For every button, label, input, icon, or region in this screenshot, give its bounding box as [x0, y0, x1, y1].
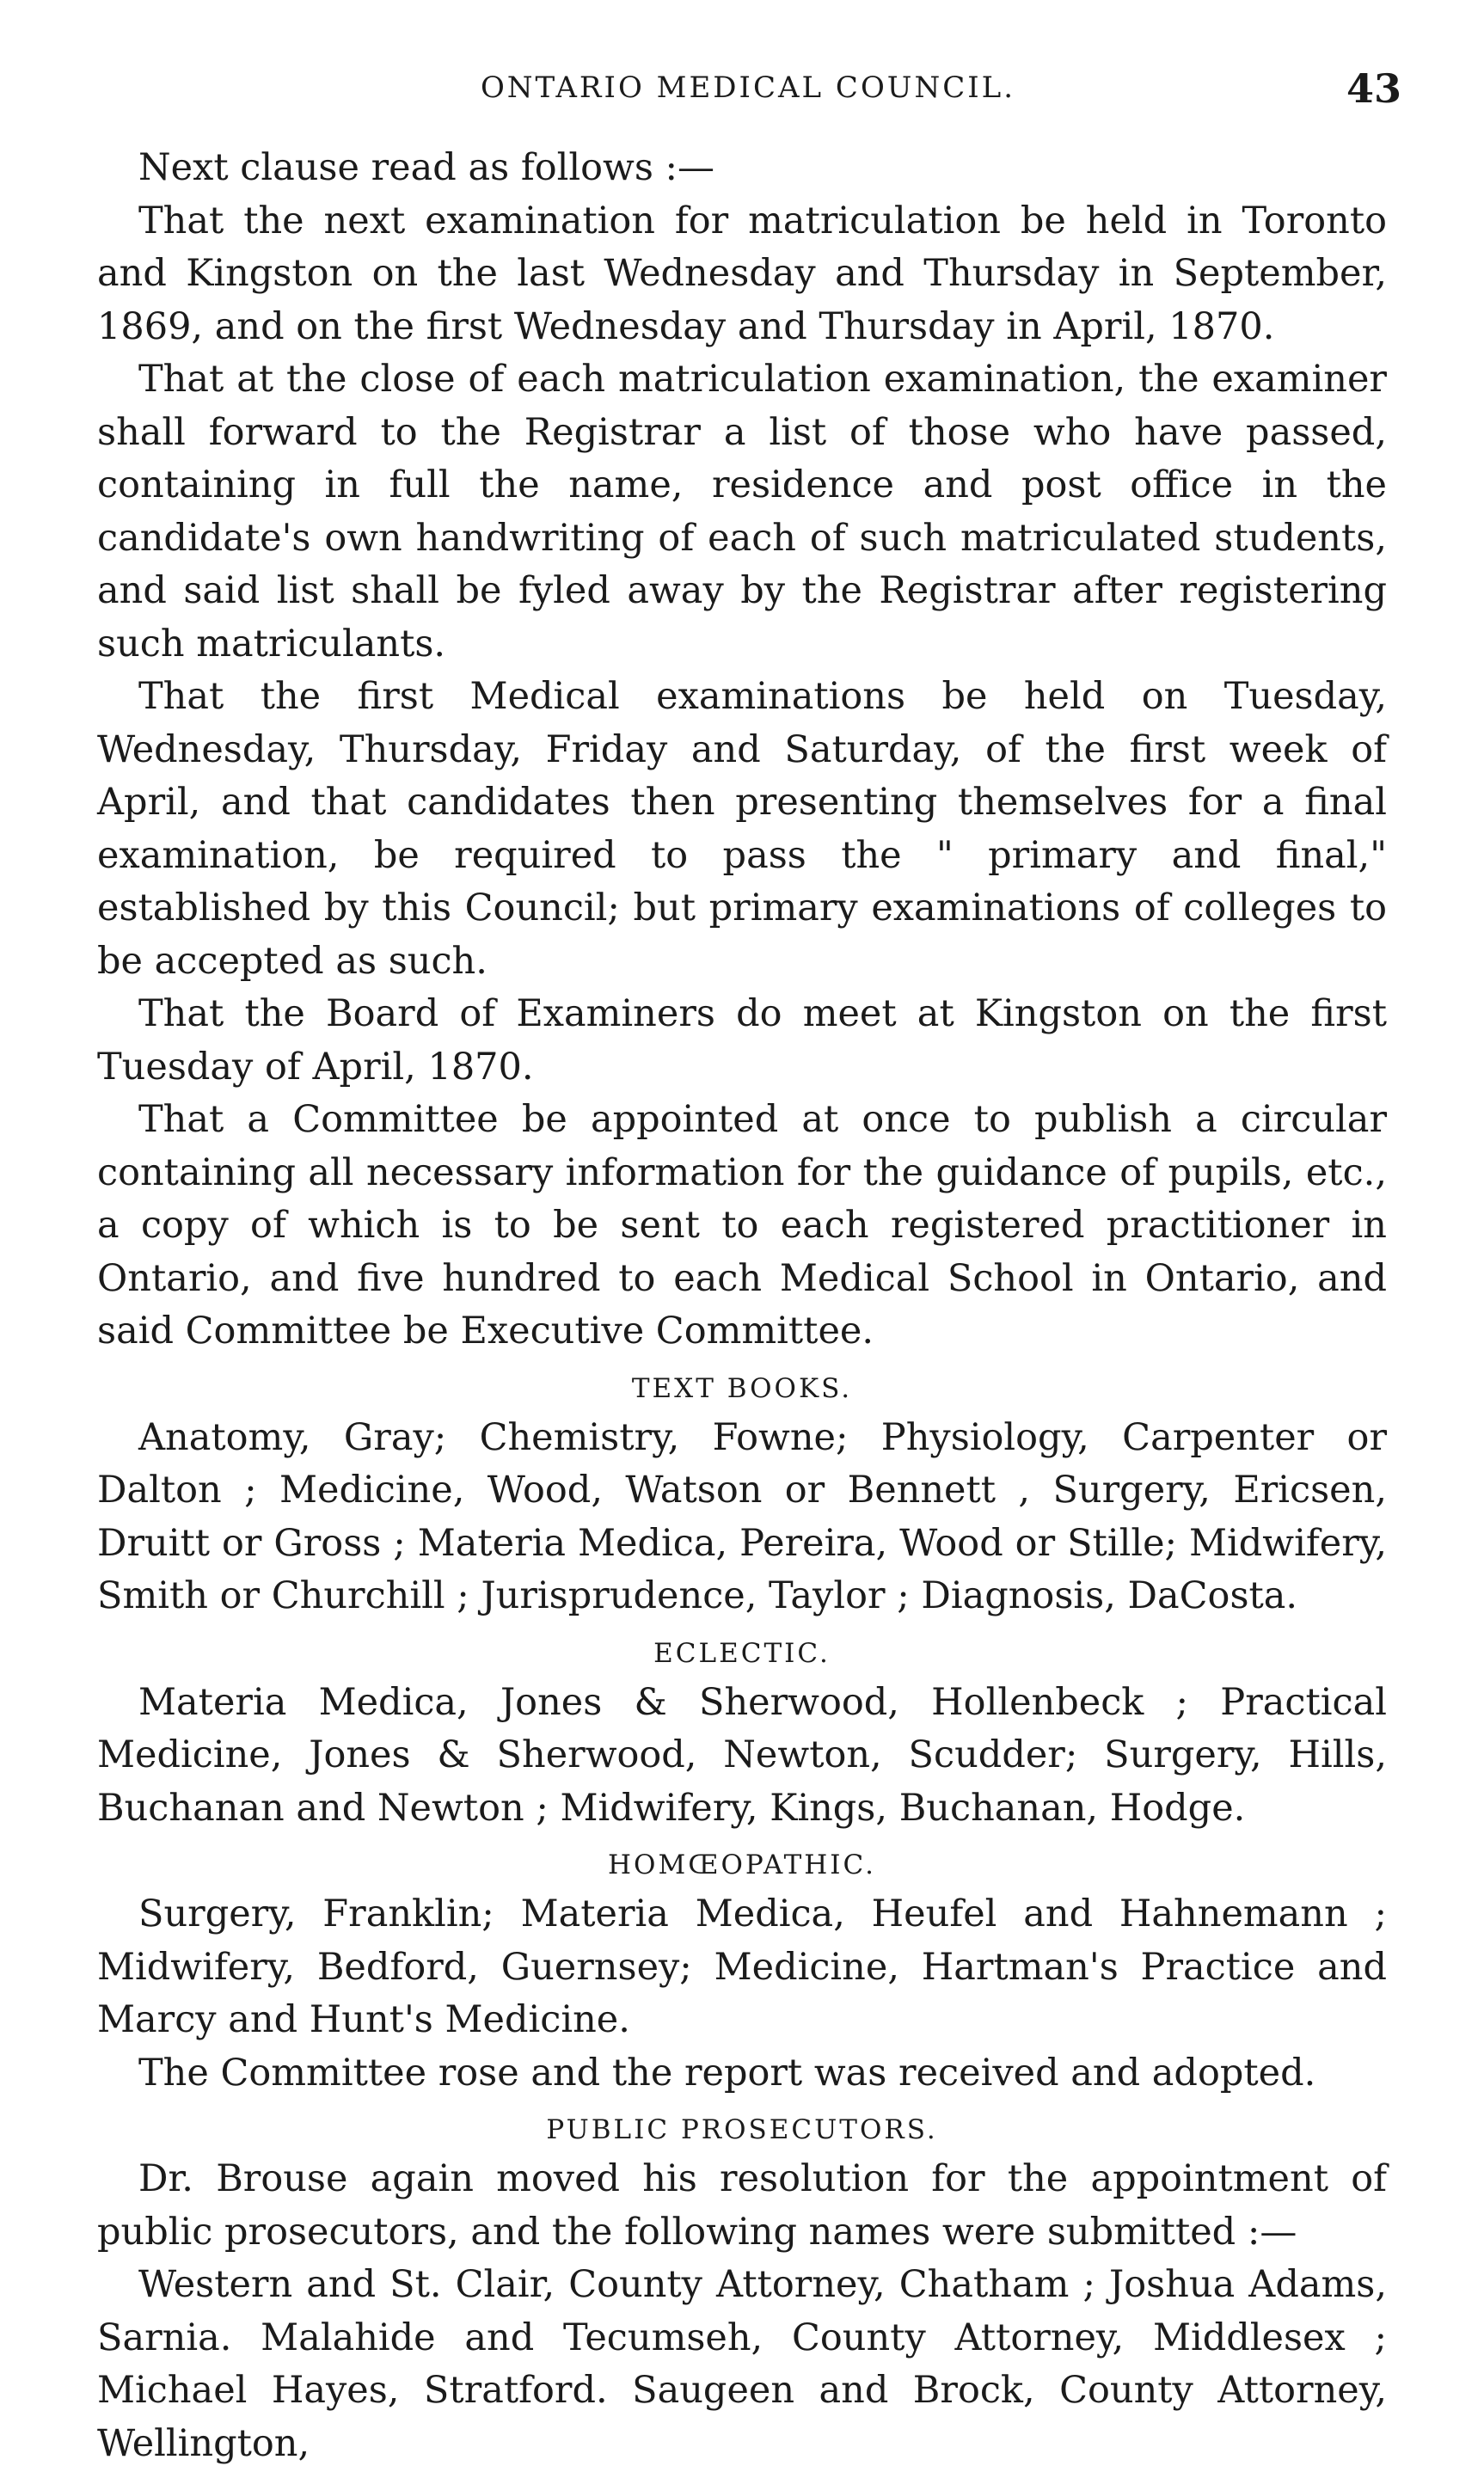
heading-eclectic: ECLECTIC.	[653, 1637, 831, 1669]
heading-public-prosecutors: PUBLIC PROSECUTORS.	[546, 2114, 938, 2145]
paragraph-medical-examinations: That the first Medical examinations be held on Tuesday, Wednesday, Thursday, Friday and Saturday, of the first week of April, and that candidates then presenting themselves for a final examination, be required to pass the " primary and final," established by this Council; but primary examinations of colleges to be accepted as such.	[97, 675, 1387, 983]
heading-homoeopathic: HOMŒOPATHIC.	[608, 1849, 876, 1880]
paragraph-registrar-list: That at the close of each matriculation examination, the examiner shall forward to the Registrar a list of those who have passed, containing in full the name, residence and post office in the candidate's own handwriting of each of such matriculated students, and said list shall be fyled away by the Registrar after registering such matriculants.	[97, 358, 1387, 666]
paragraph-prosecutor-names: Western and St. Clair, County Attorney, Chatham ; Joshua Adams, Sarnia. Malahide and Tecumseh, County Attorney, Middlesex ; Michael Hayes, Stratford. Saugeen and Brock, County Attorney, Wellington,	[97, 2263, 1387, 2465]
paragraph-board-of-examiners: That the Board of Examiners do meet at Kingston on the first Tuesday of April, 1870.	[97, 992, 1387, 1089]
running-head	[95, 65, 1401, 122]
paragraph-committee-rose: The Committee rose and the report was received and adopted.	[138, 2051, 1316, 2095]
paragraph-matriculation-exam: That the next examination for matriculation be held in Toronto and Kingston on the last Wednesday and Thursday in September, 1869, and on the first Wednesday and Thursday in April, 1870.	[97, 199, 1387, 348]
paragraph-next-clause: Next clause read as follows :—	[138, 146, 715, 189]
paragraph-committee-circular: That a Committee be appointed at once to publish a circular containing all necessary information for the guidance of pupils, etc., a copy of which is to be sent to each registered practitioner in Ontario, and five hundred to each Medical School in Ontario, and said Committee be Executive Committee.	[97, 1098, 1387, 1353]
running-title: ONTARIO MEDICAL COUNCIL.	[480, 71, 1016, 105]
body-text	[97, 142, 1387, 2470]
paragraph-homoeopathic: Surgery, Franklin; Materia Medica, Heufel and Hahnemann ; Midwifery, Bedford, Guernsey; Medicine, Hartman's Practice and Marcy and Hunt's Medicine.	[97, 1892, 1387, 2041]
paragraph-eclectic: Materia Medica, Jones & Sherwood, Hollenbeck ; Practical Medicine, Jones & Sherwood, Newton, Scudder; Surgery, Hills, Buchanan and Newton ; Midwifery, Kings, Buchanan, Hodge.	[97, 1680, 1387, 1830]
paragraph-brouse-resolution: Dr. Brouse again moved his resolution for the appointment of public prosecutors, and the following names were submitted :—	[97, 2157, 1387, 2254]
paragraph-text-books: Anatomy, Gray; Chemistry, Fowne; Physiology, Carpenter or Dalton ; Medicine, Wood, Watson or Bennett , Surgery, Ericsen, Druitt or Gross ; Materia Medica, Pereira, Wood or Stille; Midwifery, Smith or Churchill ; Jurisprudence, Taylor ; Diagnosis, DaCosta.	[97, 1415, 1387, 1617]
page-number: 43	[1346, 65, 1401, 112]
heading-text-books: TEXT BOOKS.	[631, 1372, 853, 1404]
